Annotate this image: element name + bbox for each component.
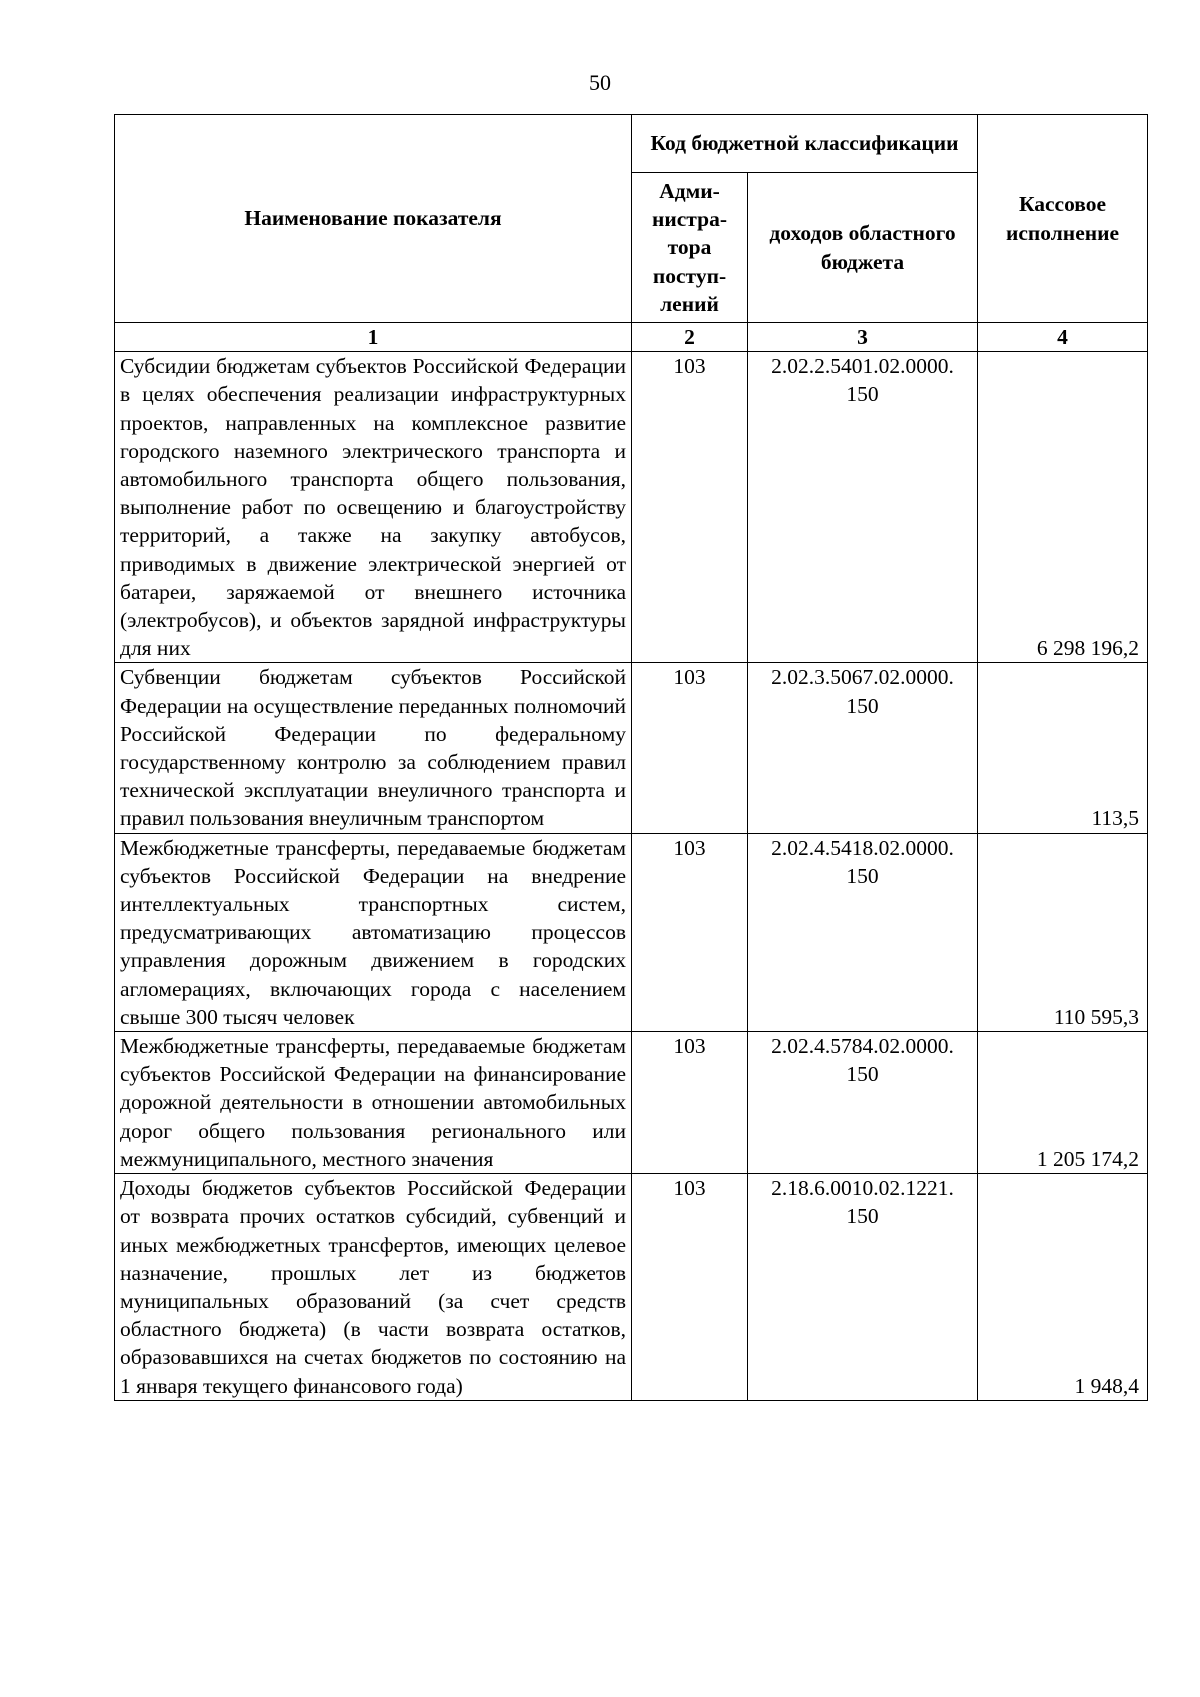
header-code-group: Код бюджетной классификации [632,115,978,173]
header-name: Наименование показателя [115,115,632,323]
row-admin-code: 103 [632,1174,748,1401]
row-admin-code: 103 [632,352,748,663]
header-admin: Адми-нистра-тора поступ-лений [632,173,748,323]
table-row [115,663,1148,833]
column-number-1: 1 [115,323,632,352]
table-row [115,352,1148,663]
row-income-code: 2.02.4.5784.02.0000. 150 [748,1032,978,1174]
row-income-code: 2.02.2.5401.02.0000. 150 [748,352,978,663]
row-admin-code: 103 [632,663,748,833]
column-number-3: 3 [748,323,978,352]
row-amount: 1 205 174,2 [978,1032,1148,1174]
column-number-2: 2 [632,323,748,352]
row-admin-code: 103 [632,1032,748,1174]
row-amount: 110 595,3 [978,833,1148,1031]
row-amount: 6 298 196,2 [978,352,1148,663]
column-number-4: 4 [978,323,1148,352]
row-name: Доходы бюджетов субъектов Российской Федерации от возврата прочих остатков субсидий, субвенций и иных межбюджетных трансфертов, имеющих целевое назначение, прошлых лет из бюджетов муниципальных образований (за счет средств областного бюджета) (в части возврата остатков, образовавшихся на счетах бюджетов по состоянию на 1 января текущего финансового года) [115,1174,632,1401]
row-income-code: 2.18.6.0010.02.1221. 150 [748,1174,978,1401]
row-name: Межбюджетные трансферты, передаваемые бюджетам субъектов Российской Федерации на внедрение интеллектуальных транспортных систем, предусматривающих автоматизацию процессов управления дорожным движением в городских агломерациях, включающих города с населением свыше 300 тысяч человек [115,833,632,1031]
row-amount: 1 948,4 [978,1174,1148,1401]
row-income-code: 2.02.3.5067.02.0000. 150 [748,663,978,833]
header-income: доходов областного бюджета [748,173,978,323]
row-name: Межбюджетные трансферты, передаваемые бюджетам субъектов Российской Федерации на финансирование дорожной деятельности в отношении автомобильных дорог общего пользования регионального или межмуниципального, местного значения [115,1032,632,1174]
row-amount: 113,5 [978,663,1148,833]
row-name: Субвенции бюджетам субъектов Российской Федерации на осуществление переданных полномочий Российской Федерации по федеральному государственному контролю за соблюдением правил технической эксплуатации внеуличного транспорта и правил пользования внеуличным транспортом [115,663,632,833]
header-execution: Кассовое исполнение [978,115,1148,323]
row-admin-code: 103 [632,833,748,1031]
table-row [115,1174,1148,1401]
table-row [115,1032,1148,1174]
page-number: 50 [589,70,611,95]
row-income-code: 2.02.4.5418.02.0000. 150 [748,833,978,1031]
row-name: Субсидии бюджетам субъектов Российской Федерации в целях обеспечения реализации инфраструктурных проектов, направленных на комплексное развитие городского наземного электрического транспорта и автомобильного транспорта общего пользования, выполнение работ по освещению и благоустройству территорий, а также на закупку автобусов, приводимых в движение электрической энергией от батареи, заряжаемой от внешнего источника (электробусов), и объектов зарядной инфраструктуры для них [115,352,632,663]
table-row [115,833,1148,1031]
budget-table [114,114,1148,1401]
